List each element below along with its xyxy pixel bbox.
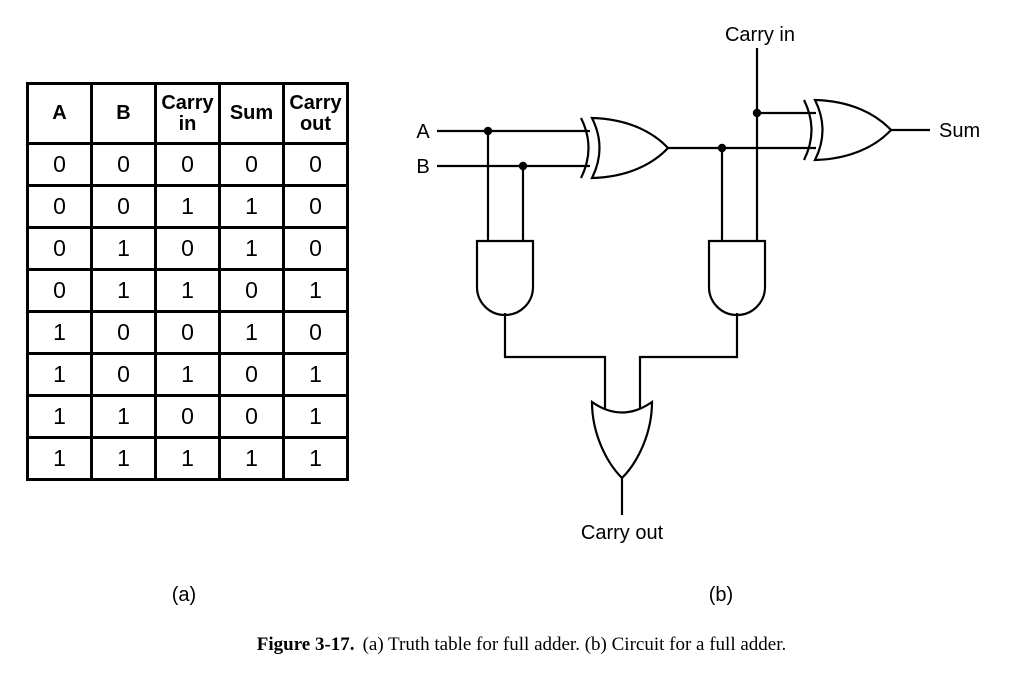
table-cell: 1 bbox=[220, 312, 284, 354]
label-sum: Sum bbox=[939, 120, 981, 142]
table-cell: 0 bbox=[92, 144, 156, 186]
table-cell: 0 bbox=[92, 312, 156, 354]
table-cell: 0 bbox=[92, 186, 156, 228]
junction-dot-a bbox=[484, 127, 492, 135]
table-cell: 0 bbox=[284, 312, 348, 354]
table-cell: 0 bbox=[220, 396, 284, 438]
table-cell: 0 bbox=[220, 144, 284, 186]
table-cell: 1 bbox=[28, 396, 92, 438]
figure-caption-number: Figure 3-17. bbox=[256, 634, 355, 655]
wire-and1-output bbox=[505, 313, 605, 409]
or-gate bbox=[592, 402, 652, 478]
table-cell: 0 bbox=[156, 144, 220, 186]
label-input-a: A bbox=[416, 121, 430, 143]
table-cell: 0 bbox=[284, 228, 348, 270]
table-cell: 1 bbox=[220, 438, 284, 480]
xor2-body bbox=[815, 100, 891, 160]
table-cell: 1 bbox=[92, 396, 156, 438]
circuit-labels bbox=[416, 24, 980, 544]
table-cell: 1 bbox=[92, 270, 156, 312]
figure-caption-text: (a) Truth table for full adder. (b) Circuit for a full adder. bbox=[362, 634, 787, 655]
table-cell: 0 bbox=[28, 144, 92, 186]
table-cell: 1 bbox=[220, 228, 284, 270]
xor1-input-arc bbox=[581, 118, 589, 178]
table-cell: 1 bbox=[156, 438, 220, 480]
and2-gate bbox=[709, 241, 765, 315]
junction-dot-carry-in bbox=[753, 109, 761, 117]
label-carry-in: Carry in bbox=[724, 24, 796, 46]
label-input-b: B bbox=[416, 156, 430, 178]
header-cell-carry-out: Carry out bbox=[284, 84, 348, 144]
figure-caption bbox=[34, 634, 1009, 656]
wire-and2-output bbox=[640, 313, 737, 409]
table-cell: 1 bbox=[92, 228, 156, 270]
table-cell: 1 bbox=[284, 270, 348, 312]
wires bbox=[437, 48, 930, 515]
table-cell: 1 bbox=[284, 354, 348, 396]
header-cell-b: B bbox=[92, 84, 156, 144]
table-cell: 0 bbox=[28, 186, 92, 228]
xor2-input-arc bbox=[804, 100, 812, 160]
or-body bbox=[592, 402, 652, 478]
label-carry-out: Carry out bbox=[580, 522, 664, 544]
table-cell: 0 bbox=[92, 354, 156, 396]
table-cell: 1 bbox=[156, 354, 220, 396]
header-cell-a: A bbox=[28, 84, 92, 144]
and1-gate bbox=[477, 241, 533, 315]
table-cell: 1 bbox=[28, 438, 92, 480]
table-cell: 0 bbox=[284, 144, 348, 186]
table-cell: 0 bbox=[284, 186, 348, 228]
xor1-body bbox=[592, 118, 668, 178]
table-cell: 1 bbox=[28, 354, 92, 396]
table-cell: 1 bbox=[28, 312, 92, 354]
junction-dot-xor1-out bbox=[718, 144, 726, 152]
table-cell: 1 bbox=[156, 270, 220, 312]
table-cell: 0 bbox=[28, 270, 92, 312]
table-cell: 0 bbox=[220, 270, 284, 312]
header-cell-carry-in: Carry in bbox=[156, 84, 220, 144]
table-cell: 1 bbox=[284, 438, 348, 480]
junction-dots bbox=[484, 109, 761, 170]
subfigure-b-label: (b) bbox=[708, 584, 734, 606]
table-cell: 1 bbox=[220, 186, 284, 228]
table-cell: 0 bbox=[28, 228, 92, 270]
junction-dot-b bbox=[519, 162, 527, 170]
table-cell: 1 bbox=[156, 186, 220, 228]
table-cell: 1 bbox=[284, 396, 348, 438]
table-cell: 0 bbox=[220, 354, 284, 396]
subfigure-a-label: (a) bbox=[171, 584, 197, 606]
header-cell-sum: Sum bbox=[220, 84, 284, 144]
table-cell: 0 bbox=[156, 228, 220, 270]
table-cell: 0 bbox=[156, 396, 220, 438]
xor2-gate bbox=[804, 100, 891, 160]
table-cell: 1 bbox=[92, 438, 156, 480]
and2-body bbox=[709, 241, 765, 315]
table-cell: 0 bbox=[156, 312, 220, 354]
and1-body bbox=[477, 241, 533, 315]
xor1-gate bbox=[581, 118, 668, 178]
